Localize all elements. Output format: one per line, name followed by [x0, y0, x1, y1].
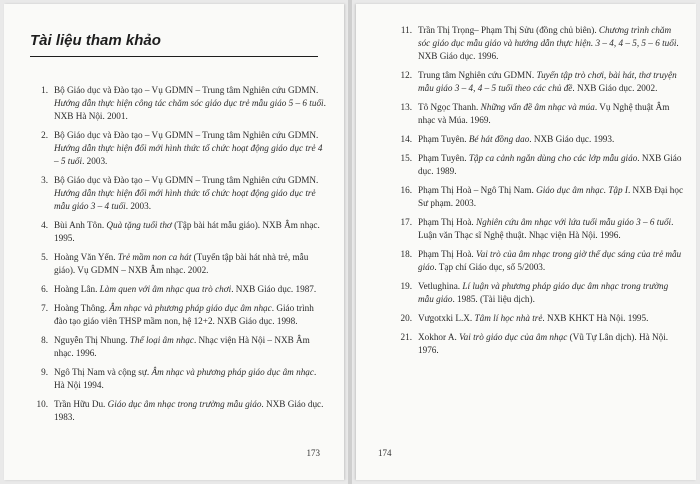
reference-title: Thể loại âm nhạc [129, 335, 194, 345]
reference-author: Bộ Giáo dục và Đào tạo – Vụ GDMN – Trung tâm Nghiên cứu GDMN. [54, 85, 319, 95]
reference-number: 15. [400, 153, 412, 163]
reference-item [390, 133, 684, 146]
reference-item [390, 184, 684, 210]
reference-number: 1. [41, 85, 48, 95]
reference-item [26, 174, 326, 213]
reference-list-right [390, 24, 684, 363]
reference-title: Tuyển tập trò chơi, bài hát, thơ truyện mẫu giáo 3 – 4, 4 – 5 tuổi theo các chủ đề [418, 70, 677, 93]
reference-publication: . NXB Giáo dục. 1993. [529, 134, 615, 144]
reference-text [418, 69, 684, 95]
reference-publication: . Nhạc viện Hà Nội – NXB Âm nhạc. 1996. [54, 335, 310, 358]
reference-publication: . 2003. [125, 201, 151, 211]
reference-title: Lí luận và phương pháp giáo dục âm nhạc trong trường mẫu giáo [418, 281, 669, 304]
reference-text [418, 101, 684, 127]
reference-author: Phạm Thị Hoà. [418, 249, 477, 259]
reference-title: Hướng dẫn thực hiện công tác chăm sóc giáo dục trẻ mẫu giáo 5 – 6 tuổi [54, 98, 324, 108]
reference-author: Phạm Thị Hoà – Ngô Thị Nam. [418, 185, 537, 195]
reference-author: Trần Thị Trọng– Phạm Thị Sửu (đồng chủ biên). [418, 25, 599, 35]
reference-text [54, 84, 326, 123]
reference-item [26, 84, 326, 123]
reference-title: Tập ca cảnh ngắn dùng cho các lớp mẫu giáo [468, 153, 638, 163]
reference-number: 8. [41, 335, 48, 345]
right-page [356, 4, 696, 480]
reference-publication: . 2003. [82, 156, 108, 166]
reference-text [54, 219, 326, 245]
reference-author: Nguyễn Thị Nhung. [54, 335, 130, 345]
left-page [4, 4, 344, 480]
reference-number: 18. [400, 249, 412, 259]
book-gutter [348, 0, 352, 484]
reference-publication: . Vụ Nghệ thuật Âm nhạc và Múa. 1969. [418, 102, 670, 125]
reference-author: Hoàng Lân. [54, 284, 100, 294]
reference-title: Vai trò của âm nhạc trong giờ thể dục sáng của trẻ mẫu giáo [418, 249, 682, 272]
reference-text [418, 331, 684, 357]
reference-title: Bé hát đồng dao [468, 134, 530, 144]
reference-author: Tô Ngọc Thanh. [418, 102, 481, 112]
reference-number: 4. [41, 220, 48, 230]
reference-text [418, 184, 684, 210]
reference-publication: . NXB Đại học Sư phạm. 2003. [418, 185, 684, 208]
reference-number: 9. [41, 367, 48, 377]
reference-title: Âm nhạc và phương pháp giáo dục âm nhạc [151, 367, 314, 377]
reference-title: Những vấn đề âm nhạc và múa [480, 102, 595, 112]
reference-publication: (Tập bài hát mẫu giáo). NXB Âm nhạc. 1995. [54, 220, 320, 243]
reference-publication: . NXB Giáo dục. 1987. [231, 284, 317, 294]
reference-number: 6. [41, 284, 48, 294]
reference-text [54, 174, 326, 213]
reference-publication: . NXB KHKT Hà Nội. 1995. [542, 313, 649, 323]
reference-item [390, 152, 684, 178]
reference-number: 3. [41, 175, 48, 185]
reference-text [54, 366, 326, 392]
reference-title: Tâm lí học nhà trẻ [474, 313, 543, 323]
reference-title: Làm quen với âm nhạc qua trò chơi [99, 284, 232, 294]
reference-publication: . NXB Hà Nội. 2001. [54, 98, 326, 121]
reference-text [54, 283, 326, 296]
reference-text [418, 152, 684, 178]
reference-author: Xokhor A. [418, 332, 460, 342]
reference-number: 2. [41, 130, 48, 140]
reference-item [390, 248, 684, 274]
reference-author: Phạm Tuyên. [418, 134, 469, 144]
reference-publication: (Vũ Tự Lân dịch). Hà Nội. 1976. [418, 332, 669, 355]
reference-text [54, 251, 326, 277]
reference-text [418, 280, 684, 306]
page-title: Tài liệu tham khảo [30, 32, 161, 49]
reference-item [390, 101, 684, 127]
reference-author: Trần Hữu Du. [54, 399, 108, 409]
reference-number: 10. [36, 399, 48, 409]
reference-item [26, 129, 326, 168]
reference-author: Trung tâm Nghiên cứu GDMN. [418, 70, 537, 80]
reference-item [390, 280, 684, 306]
reference-item [390, 69, 684, 95]
reference-text [418, 24, 684, 63]
reference-publication: . NXB Giáo dục. 1989. [418, 153, 682, 176]
reference-item [26, 219, 326, 245]
reference-title: Nghiên cứu âm nhạc với lứa tuổi mẫu giáo 3 – 6 tuổi [476, 217, 672, 227]
reference-item [390, 312, 684, 325]
reference-item [26, 302, 326, 328]
reference-title: Trẻ mầm non ca hát [117, 252, 192, 262]
reference-author: Bùi Anh Tôn. [54, 220, 107, 230]
reference-text [418, 216, 684, 242]
reference-author: Vetlughina. [418, 281, 463, 291]
reference-author: Ngô Thị Nam và cộng sự. [54, 367, 152, 377]
page-number-right: 174 [378, 448, 392, 458]
reference-item [390, 331, 684, 357]
reference-publication: . NXB Giáo dục. 2002. [572, 83, 658, 93]
reference-item [390, 216, 684, 242]
reference-title: Chương trình chăm sóc giáo dục mẫu giáo và hướng dẫn thực hiện. 3 – 4, 4 – 5, 5 – 6 tuổi [418, 25, 677, 48]
reference-title: Hướng dẫn thực hiện đổi mới hình thức tổ chức hoạt động giáo dục trẻ mẫu giáo 3 – 4 tuổi [54, 188, 316, 211]
reference-number: 11. [400, 25, 412, 35]
reference-item [26, 366, 326, 392]
reference-number: 20. [400, 313, 412, 323]
reference-publication: . Luận văn Thạc sĩ Nghệ thuật. Nhạc viện Hà Nội. 1996. [418, 217, 674, 240]
reference-item [26, 334, 326, 360]
reference-number: 13. [400, 102, 412, 112]
reference-number: 14. [400, 134, 412, 144]
reference-item [26, 398, 326, 424]
reference-title: Hướng dẫn thực hiện đổi mới hình thức tổ chức hoạt động giáo dục trẻ 4 – 5 tuổi [54, 143, 323, 166]
reference-publication: . Tạp chí Giáo dục, số 5/2003. [434, 262, 546, 272]
title-underline [30, 56, 318, 57]
reference-title: Giáo dục âm nhạc trong trường mẫu giáo [107, 399, 262, 409]
reference-author: Hoàng Văn Yến. [54, 252, 118, 262]
reference-title: Vai trò giáo dục của âm nhạc [459, 332, 568, 342]
reference-text [54, 334, 326, 360]
reference-author: Hoàng Thông. [54, 303, 110, 313]
reference-title: Giáo dục âm nhạc. Tập I [536, 185, 628, 195]
reference-text [418, 312, 684, 325]
reference-author: Vưgotxki L.X. [418, 313, 475, 323]
reference-publication: . Hà Nội 1994. [54, 367, 317, 390]
reference-number: 21. [400, 332, 412, 342]
reference-number: 12. [400, 70, 412, 80]
reference-item [390, 24, 684, 63]
reference-publication: (Tuyển tập bài hát nhà trẻ, mẫu giáo). Vụ GDMN – NXB Âm nhạc. 2002. [54, 252, 309, 275]
reference-item [26, 251, 326, 277]
reference-publication: . NXB Giáo dục. 1996. [418, 38, 679, 61]
reference-text [418, 248, 684, 274]
reference-item [26, 283, 326, 296]
reference-number: 16. [400, 185, 412, 195]
reference-publication: . Giáo trình đào tạo giáo viên THSP mầm non, hệ 12+2. NXB Giáo dục. 1998. [54, 303, 314, 326]
reference-text [54, 129, 326, 168]
reference-title: Quà tặng tuổi thơ [106, 220, 172, 230]
reference-author: Bộ Giáo dục và Đào tạo – Vụ GDMN – Trung tâm Nghiên cứu GDMN. [54, 130, 319, 140]
reference-text [54, 302, 326, 328]
reference-number: 19. [400, 281, 412, 291]
reference-number: 17. [400, 217, 412, 227]
reference-author: Phạm Tuyên. [418, 153, 469, 163]
reference-author: Phạm Thị Hoà. [418, 217, 477, 227]
reference-text [54, 398, 326, 424]
reference-text [418, 133, 684, 146]
reference-publication: . 1985. (Tài liệu dịch). [452, 294, 535, 304]
page-number-left: 173 [306, 448, 320, 458]
reference-number: 5. [41, 252, 48, 262]
reference-author: Bộ Giáo dục và Đào tạo – Vụ GDMN – Trung tâm Nghiên cứu GDMN. [54, 175, 319, 185]
reference-title: Âm nhạc và phương pháp giáo dục âm nhạc [109, 303, 272, 313]
reference-publication: . NXB Giáo dục. 1983. [54, 399, 324, 422]
reference-list-left [26, 84, 326, 430]
reference-number: 7. [41, 303, 48, 313]
